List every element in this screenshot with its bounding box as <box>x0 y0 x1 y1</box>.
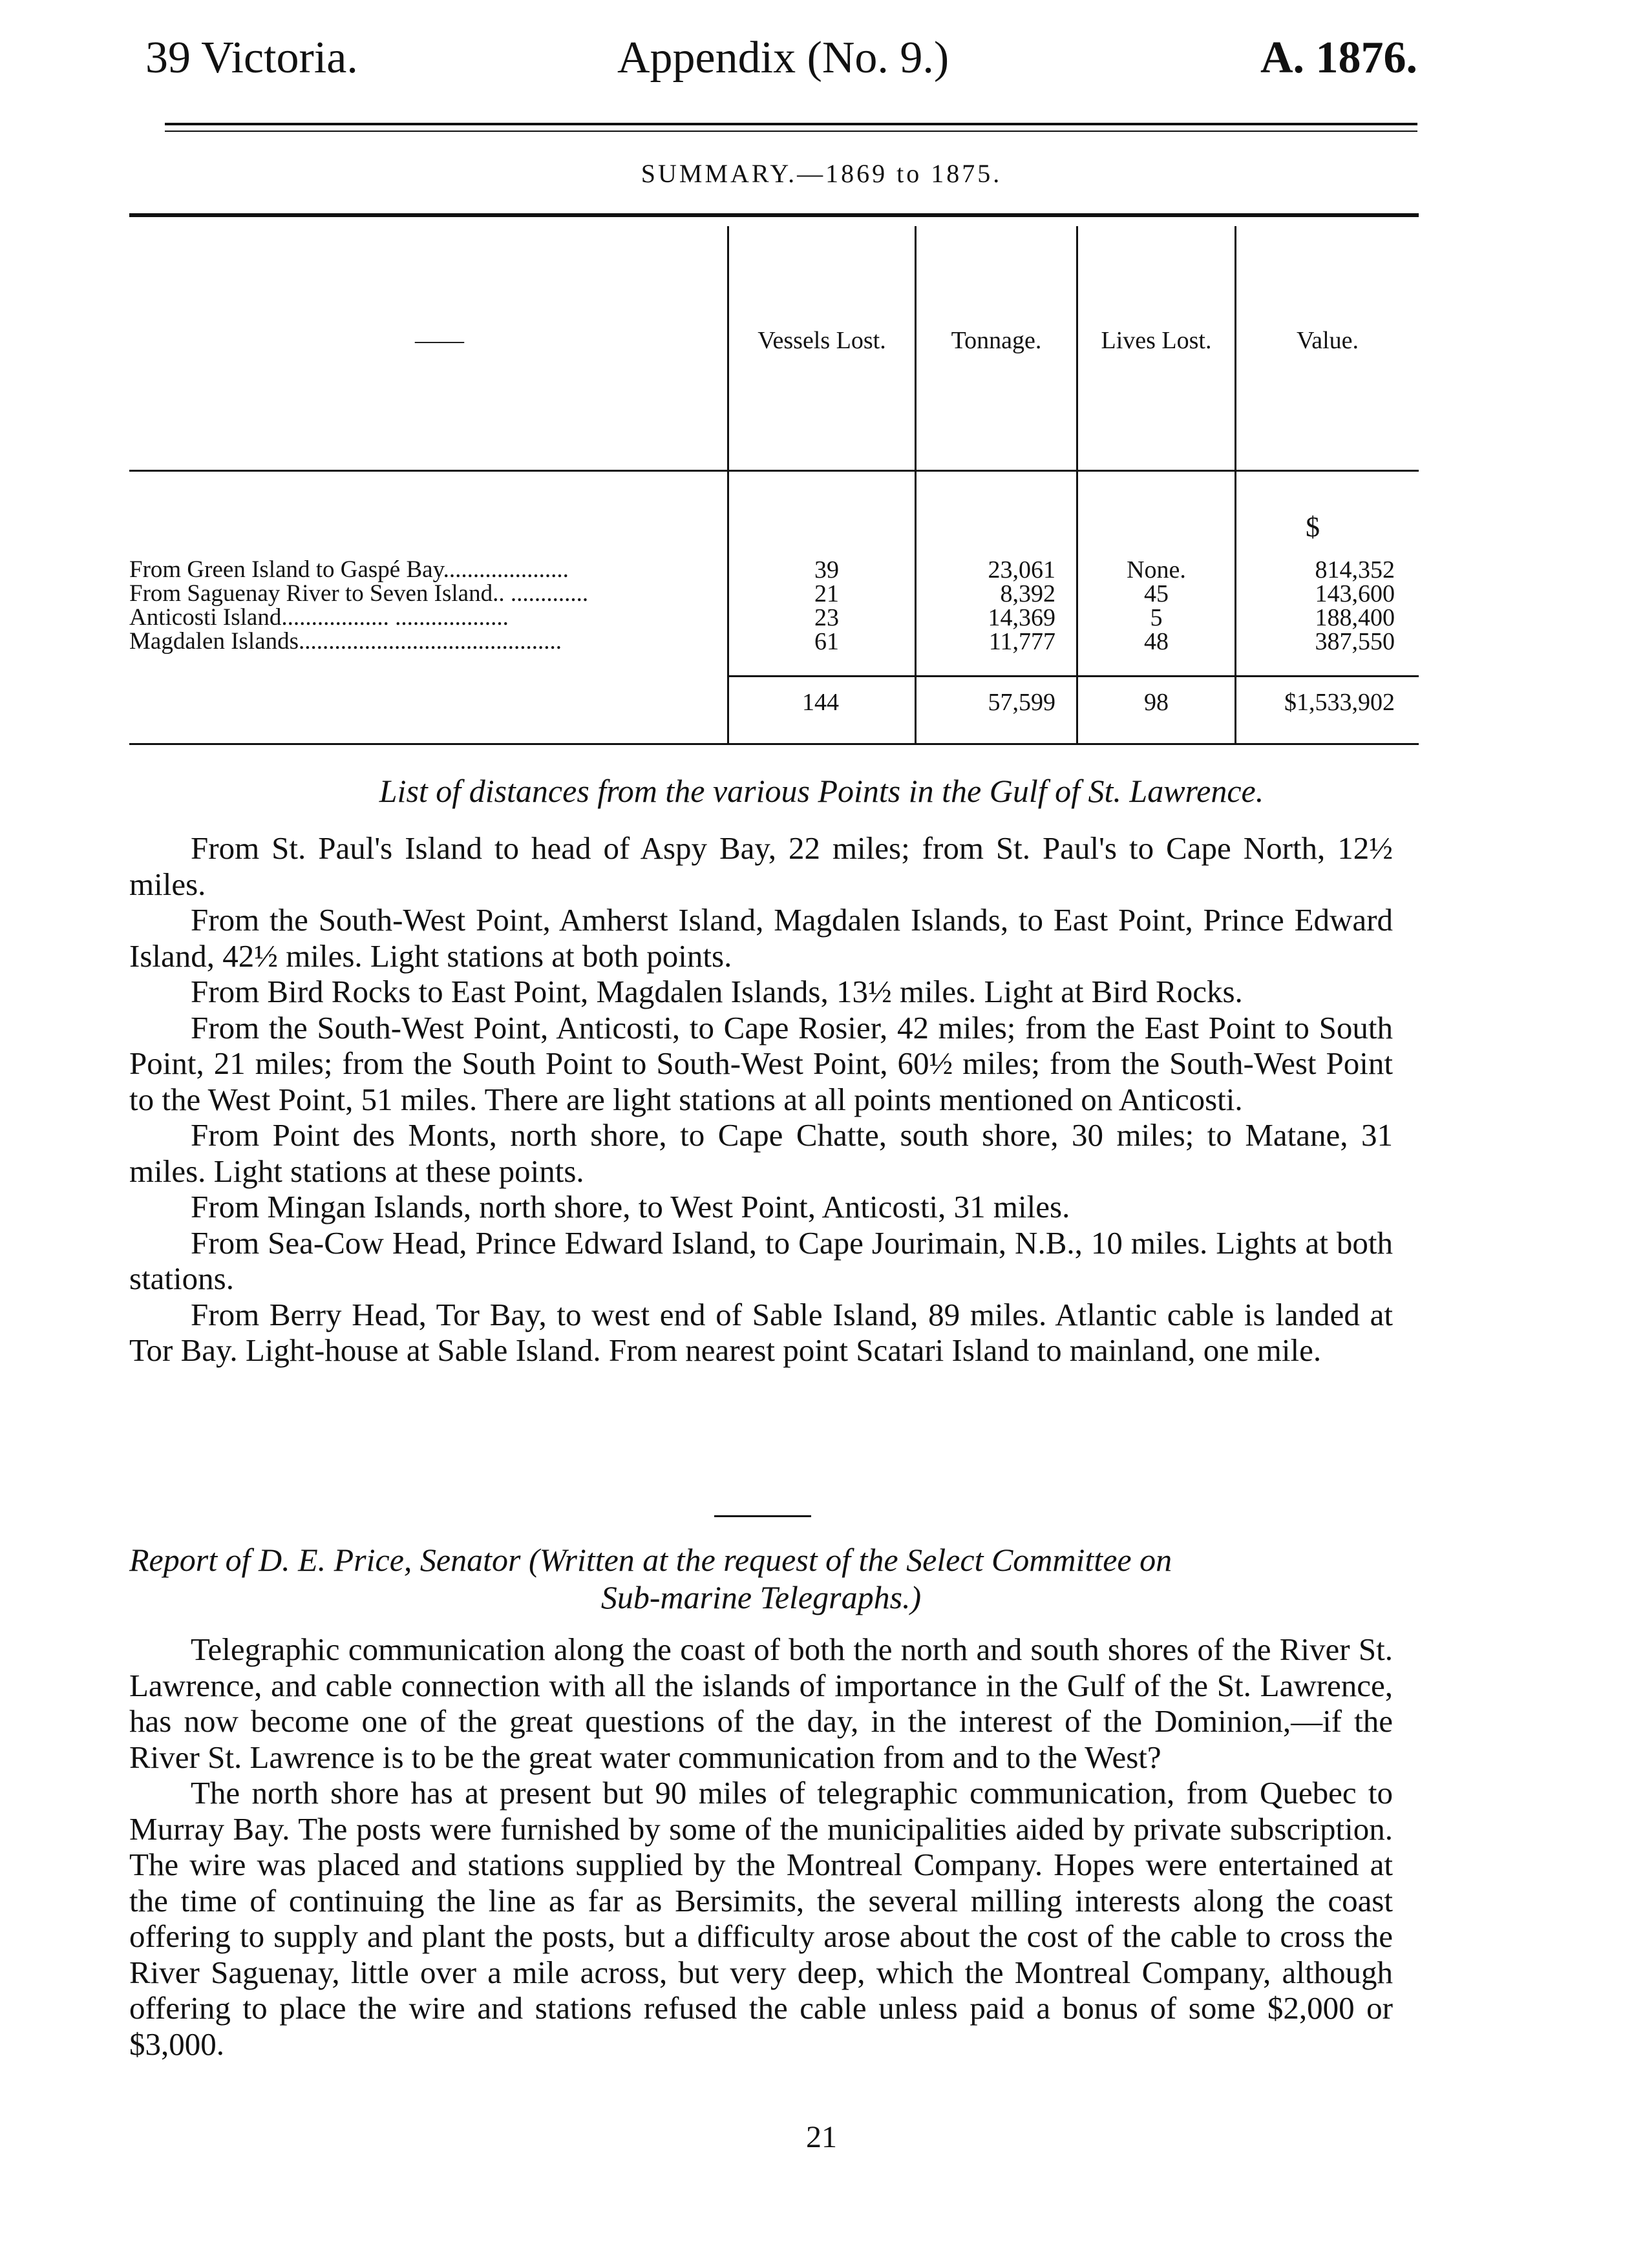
cell-value: 188,400 <box>1315 604 1395 631</box>
row-label: From Saguenay River to Seven Island.. ............. <box>129 580 589 607</box>
cell-tonnage: 14,369 <box>988 604 1055 631</box>
cell-vessels: 61 <box>814 628 839 655</box>
table-top-rule <box>129 213 1419 217</box>
header-rule-bottom <box>165 131 1417 132</box>
header-left: 39 Victoria. <box>145 33 358 83</box>
table-col-line-1 <box>727 226 729 743</box>
cell-vessels: 23 <box>814 604 839 631</box>
cell-vessels: 39 <box>814 556 839 583</box>
distances-body <box>129 830 1393 1369</box>
col-header-vessels: Vessels Lost. <box>758 327 886 354</box>
total-vessels: 144 <box>802 689 839 716</box>
row-label: Anticosti Island.................. ................... <box>129 604 509 631</box>
distance-paragraph: From Berry Head, Tor Bay, to west end of Sable Island, 89 miles. Atlantic cable is landed at Tor Bay. Light-house at Sable Island. From nearest point Scatari Island to mainland, one mile. <box>129 1296 1393 1368</box>
header-separator-rule <box>129 470 1419 472</box>
table-bottom-rule <box>129 743 1419 745</box>
distance-paragraph: From Bird Rocks to East Point, Magdalen Islands, 13½ miles. Light at Bird Rocks. <box>191 974 1243 1009</box>
report-paragraph: The north shore has at present but 90 miles of telegraphic communication, from Quebec to Murray Bay. The posts were furnished by some of the municipalities aided by private subscription. The wire was placed and stations supplied by the Montreal Company. Hopes were entertained at the time of continuing the line as far as Bersimits, the several milling interests along the coast offering to supply and plant the posts, but a difficulty arose about the cost of the cable to cross the River Saguenay, little over a mile across, but very deep, which the Montreal Company, although offering to place the wire and stations refused the cable unless paid a bonus of some $2,000 or $3,000. <box>129 1775 1393 2062</box>
distance-paragraph: From the South-West Point, Amherst Island, Magdalen Islands, to East Point, Prince Edward Island, 42½ miles. Light stations at both points. <box>129 902 1393 974</box>
cell-lives: 5 <box>1150 604 1163 631</box>
distance-paragraph: From Mingan Islands, north shore, to West Point, Anticosti, 31 miles. <box>191 1189 1070 1224</box>
total-tonnage: 57,599 <box>988 689 1055 716</box>
page-number: 21 <box>806 2120 837 2154</box>
col-header-tonnage: Tonnage. <box>951 327 1042 354</box>
table-col-line-4 <box>1235 226 1236 743</box>
cell-lives: 45 <box>1144 580 1169 607</box>
header-right: A. 1876. <box>1260 33 1418 83</box>
stub-dash: —— <box>415 327 464 354</box>
row-label: Magdalen Islands............................................ <box>129 628 562 655</box>
distance-paragraph: From Point des Monts, north shore, to Cape Chatte, south shore, 30 miles; to Matane, 31 miles. Light stations at these points. <box>129 1117 1393 1189</box>
distances-title: List of distances from the various Points in the Gulf of St. Lawrence. <box>379 773 1264 809</box>
total-value: $1,533,902 <box>1284 689 1395 716</box>
header-center: Appendix (No. 9.) <box>617 33 949 83</box>
col-header-value: Value. <box>1296 327 1359 354</box>
table-col-line-2 <box>915 226 917 743</box>
report-title-line-1: Report of D. E. Price, Senator (Written at the request of the Select Committee on <box>129 1542 1172 1578</box>
cell-value: 814,352 <box>1315 556 1395 583</box>
summary-caption: SUMMARY.—1869 to 1875. <box>641 159 1002 188</box>
cell-value: 387,550 <box>1315 628 1395 655</box>
report-paragraph: Telegraphic communication along the coast of both the north and south shores of the River St. Lawrence, and cable connection with all the islands of importance in the Gulf of the St. Lawrence, has now become one of the great questions of the day, in the interest of the Dominion,—if the River St. Lawrence is to be the great water communication from and to the West? <box>129 1632 1393 1775</box>
distance-paragraph: From St. Paul's Island to head of Aspy Bay, 22 miles; from St. Paul's to Cape North, 12½ miles. <box>129 830 1393 902</box>
totals-rule <box>727 675 1419 677</box>
header-rule-top <box>165 123 1417 125</box>
cell-value: 143,600 <box>1315 580 1395 607</box>
cell-lives: None. <box>1127 556 1186 583</box>
row-label: From Green Island to Gaspé Bay..................... <box>129 556 569 583</box>
distance-paragraph: From Sea-Cow Head, Prince Edward Island, to Cape Jourimain, N.B., 10 miles. Lights at both stations. <box>129 1224 1393 1296</box>
cell-tonnage: 8,392 <box>1000 580 1055 607</box>
cell-tonnage: 23,061 <box>988 556 1055 583</box>
report-title-line-2: Sub-marine Telegraphs.) <box>600 1579 922 1615</box>
table-col-line-3 <box>1076 226 1078 743</box>
currency-mark: $ <box>1306 511 1320 543</box>
col-header-lives: Lives Lost. <box>1101 327 1212 354</box>
report-body <box>129 1632 1393 2062</box>
cell-vessels: 21 <box>814 580 839 607</box>
section-divider <box>714 1515 811 1517</box>
cell-tonnage: 11,777 <box>988 628 1055 655</box>
report-title <box>129 1541 1393 1616</box>
cell-lives: 48 <box>1144 628 1169 655</box>
distance-paragraph: From the South-West Point, Anticosti, to Cape Rosier, 42 miles; from the East Point to South Point, 21 miles; from the South Point to South-West Point, 60½ miles; from the South-West Point to the West Point, 51 miles. There are light stations at all points mentioned on Anticosti. <box>129 1009 1393 1117</box>
total-lives: 98 <box>1144 689 1169 716</box>
